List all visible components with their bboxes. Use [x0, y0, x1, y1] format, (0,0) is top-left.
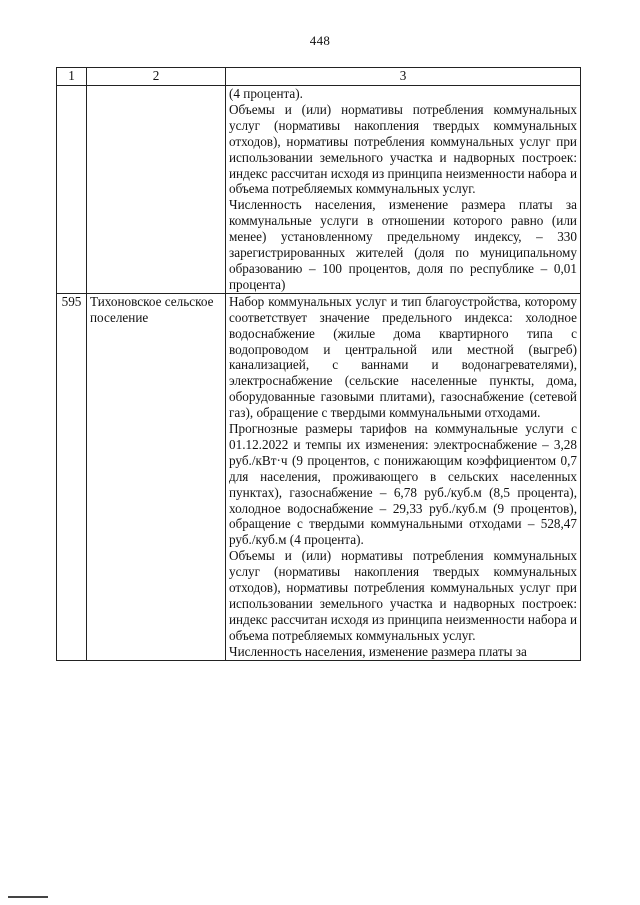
page-number: 448 [309, 33, 331, 48]
row-description [226, 86, 581, 294]
settlement-name [87, 86, 226, 294]
paragraph: Численность населения, изменение размера платы за [229, 643, 527, 659]
column-header: 3 [226, 68, 581, 86]
table-row [57, 86, 581, 294]
table-header-row [57, 68, 581, 86]
paragraph: Объемы и (или) нормативы потребления коммунальных услуг (нормативы накопления твердых коммунальных отходов), нормативы потребления коммунальных услуг при использовании земельного участка и надворных построек: индекс рассчитан исходя из принципа неизменности набора и объема потребляемых коммунальных услуг. [229, 101, 577, 197]
column-header: 1 [57, 68, 87, 86]
paragraph: Численность населения, изменение размера платы за коммунальные услуги в отношении которого равно (или менее) установленному предельному индексу, – 330 зарегистрированных жителей (доля по муниципальному образованию – 100 процентов, доля по республике – 0,01 процента) [229, 197, 577, 292]
settlement-name: Тихоновское сельское поселение [87, 293, 226, 660]
row-number [57, 86, 87, 294]
paragraph: Набор коммунальных услуг и тип благоустройства, которому соответствует значение предельного индекса: холодное водоснабжение (жилые дома квартирного типа с водопроводом и центральной или местной (выгреб) канализацией, с ваннами и водонагревателями), электроснабжение (сельские населенные пункты, дома, оборудованные газовыми плитами), газоснабжение (сетевой газ), обращение с твердыми коммунальными отходами. [229, 293, 577, 421]
document-table [56, 67, 581, 661]
footer-mark [8, 896, 48, 898]
row-number: 595 [57, 293, 87, 660]
column-header: 2 [87, 68, 226, 86]
paragraph: Объемы и (или) нормативы потребления коммунальных услуг (нормативы накопления твердых коммунальных отходов), нормативы потребления коммунальных услуг при использовании земельного участка и надворных построек: индекс рассчитан исходя из принципа неизменности набора и объема потребляемых коммунальных услуг. [229, 548, 577, 643]
paragraph: (4 процента). [229, 86, 303, 101]
table-row [57, 293, 581, 660]
row-description [226, 293, 581, 660]
paragraph: Прогнозные размеры тарифов на коммунальные услуги с 01.12.2022 и темпы их изменения: электроснабжение – 3,28 руб./кВт·ч (9 процентов, с понижающим коэффициентом 0,7 для населения, проживающего в сельских населенных пунктах), газоснабжение – 6,78 руб./куб.м (8,5 процента), холодное водоснабжение – 29,33 руб./куб.м (9 процентов), обращение с твердыми коммунальными отходами – 528,47 руб./куб.м (4 процента). [229, 421, 577, 548]
